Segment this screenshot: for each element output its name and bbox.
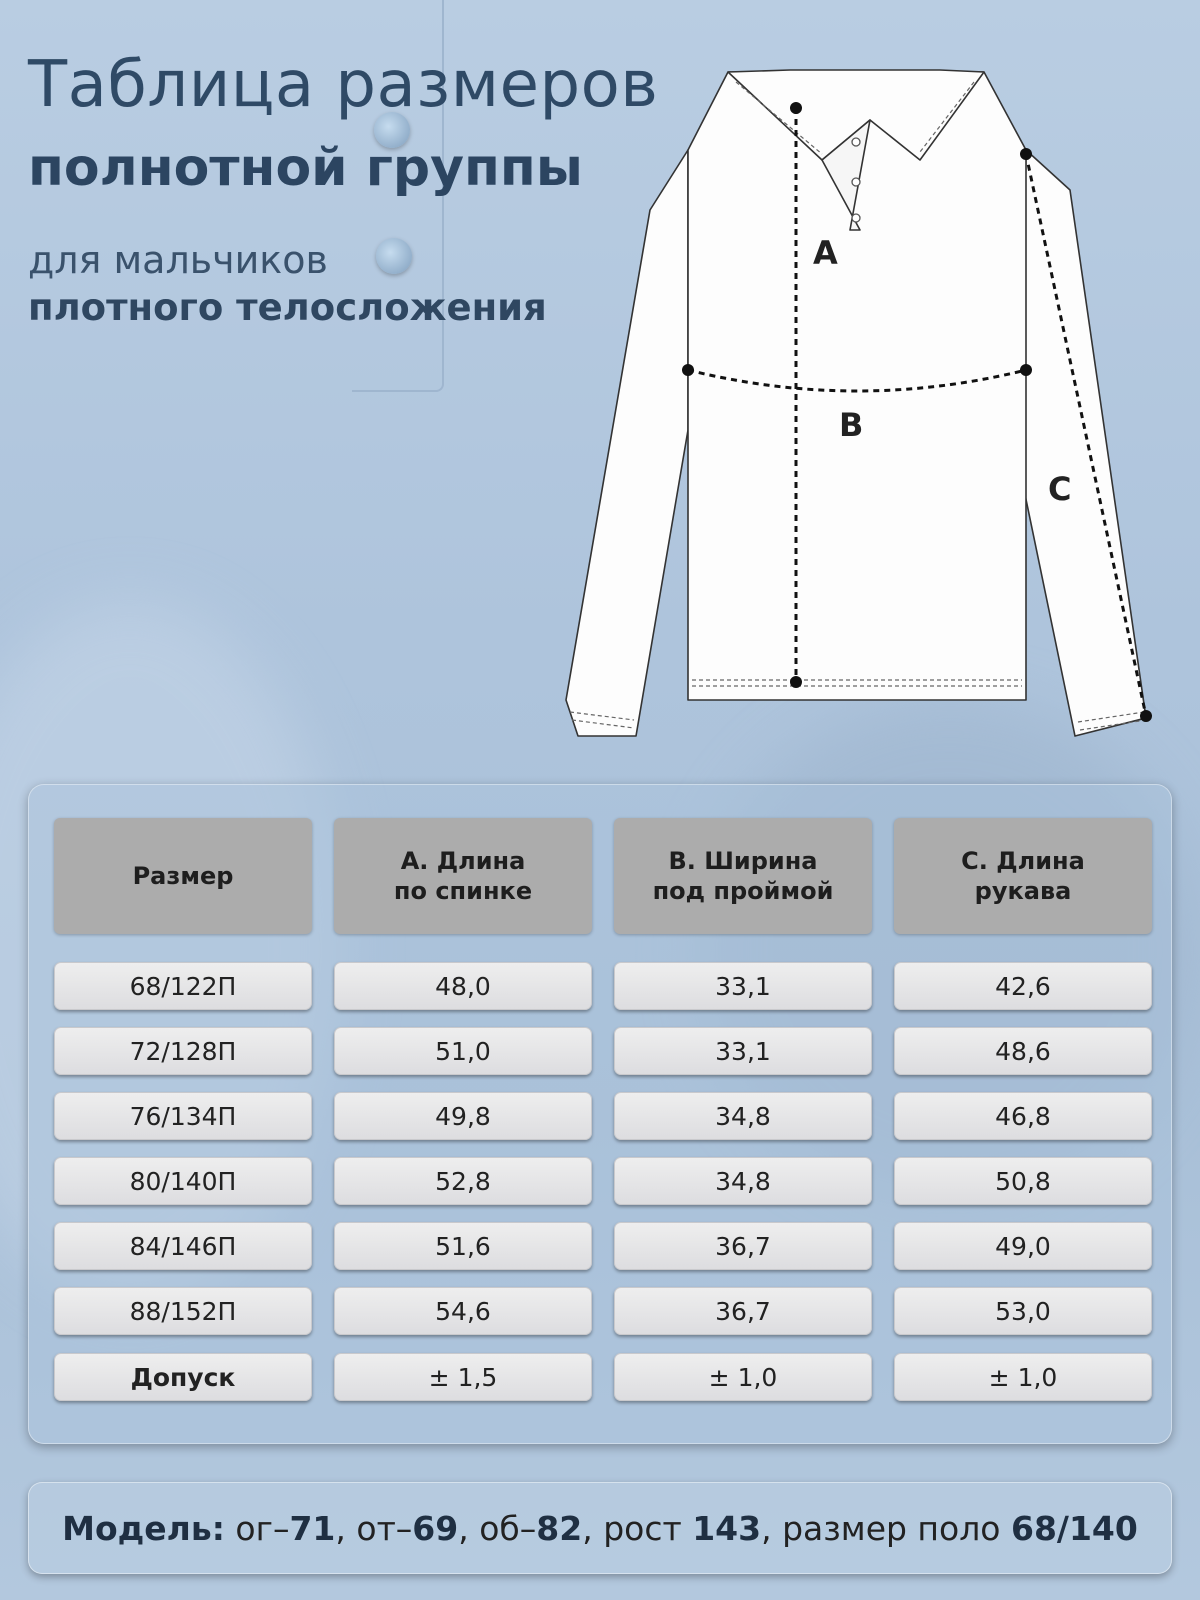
model-ot-label: от– [356, 1508, 413, 1548]
tolerance-length-cell: ± 1,5 [334, 1353, 592, 1401]
header-text: В. Ширина [668, 847, 818, 875]
header-width-armhole [614, 818, 872, 934]
width-cell: 34,8 [614, 1157, 872, 1205]
width-cell: 36,7 [614, 1222, 872, 1270]
measure-label-a: A [813, 234, 838, 272]
length-cell: 54,6 [334, 1287, 592, 1335]
sleeve-cell: 53,0 [894, 1287, 1152, 1335]
model-info: Модель: ог–71, от–69, об–82, рост 143, размер поло 68/140 [28, 1482, 1172, 1574]
header-text: Размер [132, 862, 234, 890]
header-size [54, 818, 312, 934]
sleeve-cell: 48,6 [894, 1027, 1152, 1075]
measure-label-c: C [1048, 470, 1072, 508]
length-cell: 48,0 [334, 962, 592, 1010]
width-cell: 36,7 [614, 1287, 872, 1335]
size-cell: 68/122П [54, 962, 312, 1010]
size-cell: 88/152П [54, 1287, 312, 1335]
width-cell: 34,8 [614, 1092, 872, 1140]
header-text: под проймой [652, 877, 834, 905]
size-cell: 80/140П [54, 1157, 312, 1205]
model-ob-value: 82 [536, 1508, 583, 1548]
size-cell: 84/146П [54, 1222, 312, 1270]
length-cell: 51,6 [334, 1222, 592, 1270]
model-height-label: рост [603, 1508, 682, 1548]
size-cell: 76/134П [54, 1092, 312, 1140]
model-og-value: 71 [289, 1508, 336, 1548]
header-text: С. Длина [961, 847, 1085, 875]
model-height-value: 143 [692, 1508, 762, 1548]
size-cell: 72/128П [54, 1027, 312, 1075]
tolerance-sleeve-cell: ± 1,0 [894, 1353, 1152, 1401]
measure-label-b: B [839, 406, 864, 444]
length-cell: 52,8 [334, 1157, 592, 1205]
model-size-label: размер поло [782, 1508, 1001, 1548]
model-og-label: ог– [235, 1508, 290, 1548]
left-sleeve [566, 150, 688, 736]
header-text: по спинке [393, 877, 533, 905]
polo-button [376, 238, 412, 274]
shirt-measurement-diagram [560, 60, 1170, 760]
right-sleeve [1022, 150, 1146, 736]
header-length-back [334, 818, 592, 934]
model-label: Модель: [62, 1508, 225, 1548]
sleeve-cell: 42,6 [894, 962, 1152, 1010]
model-size-value: 68/140 [1010, 1508, 1138, 1548]
sleeve-cell: 50,8 [894, 1157, 1152, 1205]
length-cell: 49,8 [334, 1092, 592, 1140]
sleeve-cell: 49,0 [894, 1222, 1152, 1270]
subtitle: для мальчиков [28, 238, 328, 282]
tolerance-width-cell: ± 1,0 [614, 1353, 872, 1401]
sleeve-cell: 46,8 [894, 1092, 1152, 1140]
width-cell: 33,1 [614, 962, 872, 1010]
page-title: Таблица размеров [28, 48, 659, 122]
header-sleeve-length [894, 818, 1152, 934]
page-title-secondary: полнотной группы [28, 138, 583, 198]
tolerance-label-cell: Допуск [54, 1353, 312, 1401]
subtitle-secondary: плотного телосложения [28, 286, 547, 329]
model-ob-label: об– [479, 1508, 537, 1548]
header-text: рукава [974, 877, 1072, 905]
length-cell: 51,0 [334, 1027, 592, 1075]
model-ot-value: 69 [412, 1508, 459, 1548]
header-text: А. Длина [400, 847, 526, 875]
width-cell: 33,1 [614, 1027, 872, 1075]
